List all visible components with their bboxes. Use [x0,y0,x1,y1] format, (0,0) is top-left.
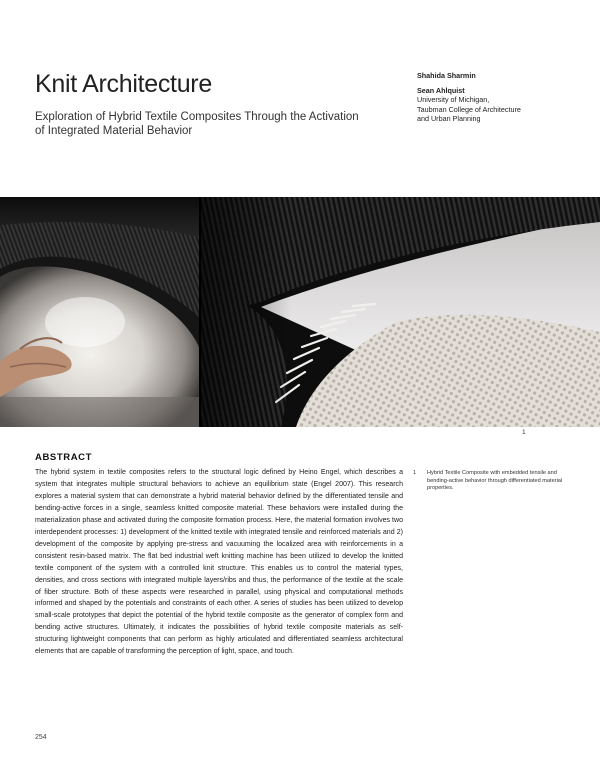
abstract-body: The hybrid system in textile composites refers to the structural logic defined by Heino Engel, which describes a system that integrates multiple structural behaviors to achieve an equilibrium state (Engel 2007). This research explores a material system that can demonstrate a hybrid material behavior defined by the differentiated tensile and bending-active forces in a single, seamless knitted composite material. These behaviors were installed during the materialization phase and activated during the composite formation process. Here, the material formation involves two interdependent processes: 1) development of the knitted textile with integrated tensile and reinforced materials and 2) development of the composite by applying pre-stress and vacuuming the localized area with reinforcements in a consistent resin-based matrix. The flat bed industrial weft knitting machine has been utilized to develop the knitted textile component of the system with a controlled knit structure. This enables us to control the material types, densities, and cross sections with integrated multiple layers/ribs and thus, the performance of the textile at the scale of fiber structure. Both of these aspects were researched in parallel, using physical and computational methods informed and shaped by the potentials and constraints of each other. A series of studies has been utilized to develop small-scale prototypes that depict the potential of the hybrid textile composite as the generator of complex form and bending active structures. Ultimately, it indicates the possibilities of hybrid textile composite materials as self-structuring lightweight components that can perform as highly articulated and differentiated seamless architectural elements that are capable of transforming the perception of light, space, and touch. [35,469,403,656]
abstract-heading: ABSTRACT [35,452,93,463]
caption-text: Hybrid Textile Composite with embedded tensile and bending-active behavior through differentiated material properties. [427,470,563,492]
author-affiliation: and Urban Planning [417,114,481,124]
author-name: Sean Ahlquist [417,85,465,95]
paper-subtitle: Exploration of Hybrid Textile Composites Through the Activation of Integrated Material Behavior [35,111,359,137]
author-block [417,71,567,124]
caption-number: 1 [413,470,417,476]
figure-number: 1 [522,429,526,436]
hero-figure [0,197,600,427]
figure-photo-left [0,197,199,427]
author-affiliation: University of Michigan, [417,95,490,105]
figure-caption [413,470,563,493]
page-number: 254 [35,734,47,741]
author-name: Shahida Sharmin [417,71,476,80]
figure-photo-right [201,197,600,427]
author-affiliation: Taubman College of Architecture [417,104,521,114]
paper-title: Knit Architecture [35,70,212,98]
